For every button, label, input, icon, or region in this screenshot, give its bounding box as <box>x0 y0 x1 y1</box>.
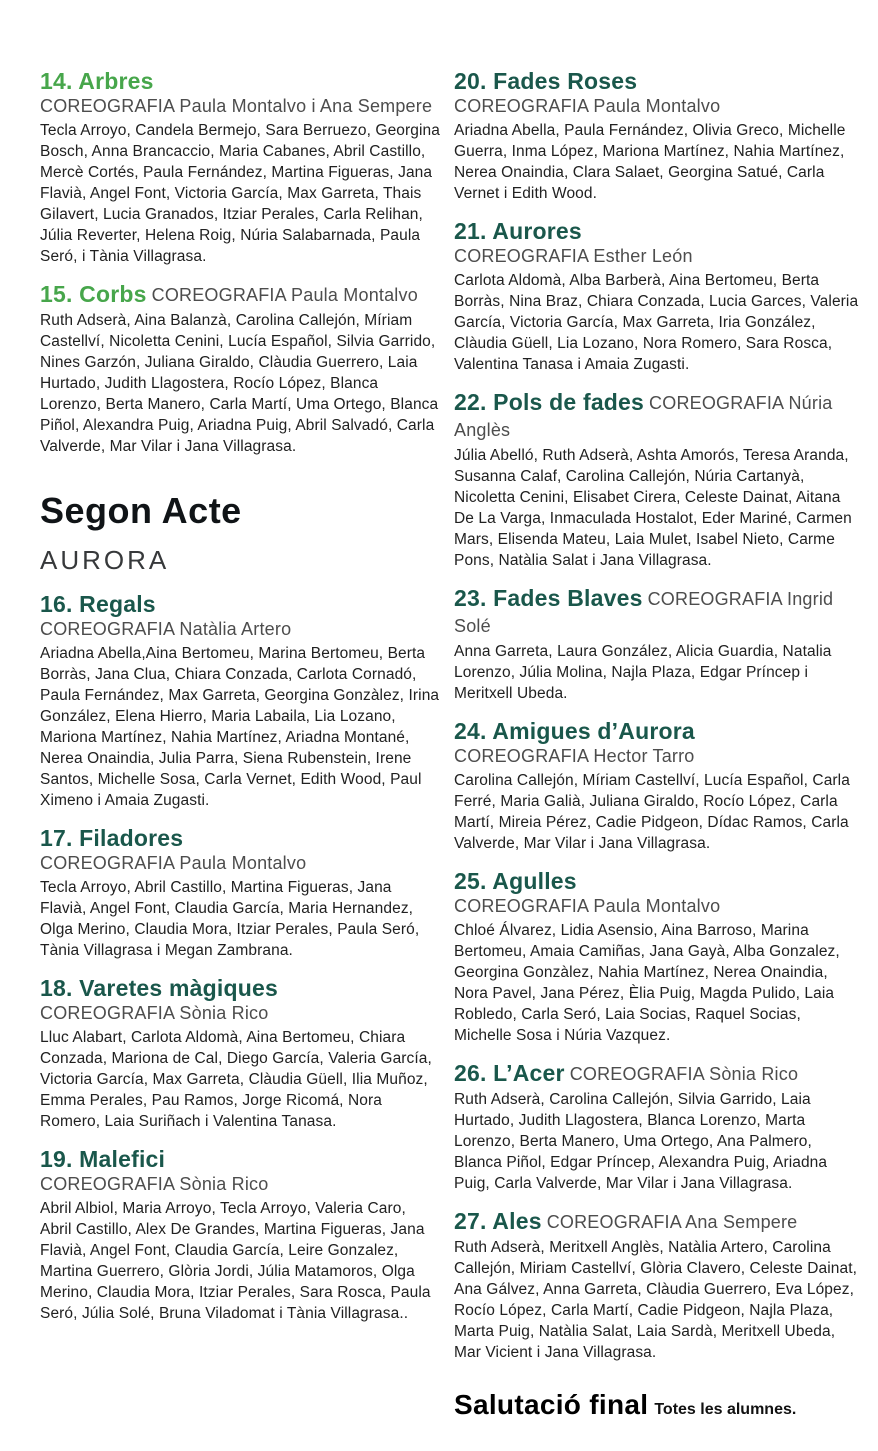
choreography-credit: COREOGRAFIA Esther León <box>454 246 693 266</box>
performer-names: Ruth Adserà, Carolina Callejón, Silvia Garrido, Laia Hurtado, Judith Llagostera, Blanca Lorenzo, Marta Lorenzo, Berta Manero, Uma Ortego, Ana Palmero, Blanca Piñol, Edgar Príncep, Alexandra Puig, Ariadna Puig, Carla Valverde, Mar Vilar i Jana Villagrasa. <box>454 1091 828 1192</box>
section-title: 26. L’Acer <box>454 1060 565 1086</box>
section-title: 22. Pols de fades <box>454 389 645 415</box>
performer-names: Ariadna Abella, Paula Fernández, Olivia Greco, Michelle Guerra, Inma López, Mariona Martínez, Nahia Martínez, Nerea Onaindia, Clara Salaet, Georgina Satué, Carla Vernet i Edith Wood. <box>454 122 846 202</box>
finale-note: Totes les alumnes. <box>654 1401 797 1418</box>
section-23-fades-blaves <box>454 585 862 704</box>
performer-names: Ruth Adserà, Meritxell Anglès, Natàlia Artero, Carolina Callejón, Miriam Castellví, Glòria Clavero, Celeste Dainat, Ana Gálvez, Anna Garreta, Clàudia Guerrero, Eva López, Rocío López, Carla Martí, Cadie Pidgeon, Najla Plaza, Marta Puig, Natàlia Salat, Laia Sardà, Meritxell Ubeda, Mar Vicient i Jana Villagrasa. <box>454 1239 858 1361</box>
section-title-row <box>454 1208 862 1235</box>
choreography-credit: COREOGRAFIA Paula Montalvo <box>151 285 418 305</box>
left-column <box>40 68 440 1421</box>
section-title: 23. Fades Blaves <box>454 585 643 611</box>
choreography-credit: COREOGRAFIA Sònia Rico <box>40 1003 269 1023</box>
section-18-varetes-magiques <box>40 975 440 1132</box>
section-title: 14. Arbres <box>40 68 154 94</box>
performer-names: Abril Albiol, Maria Arroyo, Tecla Arroyo, Valeria Caro, Abril Castillo, Alex De Grandes, Martina Figueras, Jana Flavià, Angel Font, Claudia García, Leire Gonzalez, Martina Guerrero, Glòria Jordi, Júlia Matamoros, Olga Merino, Claudia Mora, Itziar Perales, Sara Rosca, Paula Seró, Júlia Solé, Bruna Viladomat i Tània Villagrasa.. <box>40 1200 431 1322</box>
section-title: 18. Varetes màgiques <box>40 975 278 1001</box>
performer-names: Ruth Adserà, Aina Balanzà, Carolina Callejón, Míriam Castellví, Nicoletta Cenini, Lucía Español, Silvia Garrido, Nines Garzón, Juliana Giraldo, Clàudia Guerrero, Laia Hurtado, Judith Llagostera, Rocío López, Blanca Lorenzo, Berta Manero, Carla Martí, Uma Ortego, Blanca Piñol, Alexandra Puig, Ariadna Puig, Abril Salvadó, Carla Valverde, Mar Vilar i Jana Villagrasa. <box>40 312 439 455</box>
choreography-credit: COREOGRAFIA Natàlia Artero <box>40 619 292 639</box>
choreography-credit: COREOGRAFIA Sònia Rico <box>40 1174 269 1194</box>
finale-title: Salutació final <box>454 1389 649 1420</box>
section-19-malefici <box>40 1146 440 1324</box>
section-title: 16. Regals <box>40 591 156 617</box>
right-column <box>454 68 862 1421</box>
act-title: Segon Acte <box>40 490 242 531</box>
choreography-credit: COREOGRAFIA Paula Montalvo i Ana Sempere <box>40 96 433 116</box>
section-14-arbres <box>40 68 440 267</box>
choreography-credit: COREOGRAFIA Paula Montalvo <box>454 96 721 116</box>
section-title: 27. Ales <box>454 1208 542 1234</box>
choreography-credit: COREOGRAFIA Núria Anglès <box>454 393 833 440</box>
finale-row <box>454 1389 862 1421</box>
section-title: 25. Agulles <box>454 868 577 894</box>
performer-names: Lluc Alabart, Carlota Aldomà, Aina Bertomeu, Chiara Conzada, Mariona de Cal, Diego García, Valeria García, Victoria García, Max Garreta, Clàudia Güell, Ilia Muñoz, Emma Perales, Pau Ramos, Jorge Ricomá, Nora Romero, Laia Suriñach i Valentina Tanasa. <box>40 1029 432 1130</box>
performer-names: Carolina Callejón, Míriam Castellví, Lucía Español, Carla Ferré, Maria Galià, Juliana Giraldo, Rocío López, Carla Martí, Mireia Pérez, Cadie Pidgeon, Dídac Ramos, Carla Valverde, Mar Vilar i Jana Villagrasa. <box>454 772 850 852</box>
choreography-credit: COREOGRAFIA Paula Montalvo <box>454 896 721 916</box>
act-subtitle: AURORA <box>40 545 170 575</box>
performer-names: Chloé Álvarez, Lidia Asensio, Aina Barroso, Marina Bertomeu, Amaia Camiñas, Jana Gayà, Alba Gonzalez, Georgina Gonzàlez, Nahia Martínez, Nerea Onaindia, Nora Pavel, Jana Pérez, Èlia Puig, Magda Pulido, Laia Robledo, Carla Seró, Laia Socias, Raquel Socias, Michelle Sosa i Núria Vazquez. <box>454 922 840 1044</box>
choreography-credit: COREOGRAFIA Sònia Rico <box>569 1064 799 1084</box>
performer-names: Tecla Arroyo, Candela Bermejo, Sara Berruezo, Georgina Bosch, Anna Brancaccio, Maria Cabanes, Abril Castillo, Mercè Cortés, Paula Fernández, Martina Figueras, Jana Flavià, Angel Font, Victoria García, Max Garreta, Thais Gilavert, Lucia Granados, Itziar Perales, Carla Relihan, Júlia Reverter, Helena Roig, Núria Salabarnada, Paula Seró, i Tània Villagrasa. <box>40 122 440 265</box>
section-title-row <box>454 1060 862 1087</box>
choreography-credit: COREOGRAFIA Hector Tarro <box>454 746 695 766</box>
section-title: 15. Corbs <box>40 281 147 307</box>
section-22-pols-de-fades <box>454 389 862 571</box>
section-16-regals <box>40 591 440 811</box>
section-title: 19. Malefici <box>40 1146 166 1172</box>
performer-names: Anna Garreta, Laura González, Alicia Guardia, Natalia Lorenzo, Júlia Molina, Najla Plaza, Edgar Príncep i Meritxell Ubeda. <box>454 643 832 702</box>
section-20-fades-roses <box>454 68 862 204</box>
choreography-credit: COREOGRAFIA Paula Montalvo <box>40 853 307 873</box>
section-title-row <box>454 389 862 443</box>
section-title: 17. Filadores <box>40 825 184 851</box>
section-24-amigues-daurora <box>454 718 862 854</box>
section-title: 21. Aurores <box>454 218 582 244</box>
choreography-credit: COREOGRAFIA Ana Sempere <box>546 1212 798 1232</box>
section-25-agulles <box>454 868 862 1046</box>
section-title: 20. Fades Roses <box>454 68 638 94</box>
performer-names: Ariadna Abella,Aina Bertomeu, Marina Bertomeu, Berta Borràs, Jana Clua, Chiara Conzada, Carlota Cornadó, Paula Fernández, Max Garreta, Georgina Gonzàlez, Irina González, Elena Hierro, Maria Labaila, Lia Lozano, Mariona Martínez, Nahia Martínez, Ariadna Montané, Nerea Onaindia, Julia Parra, Siena Rubenstein, Irene Santos, Michelle Sosa, Carla Vernet, Edith Wood, Paul Ximeno i Amaia Zugasti. <box>40 645 440 809</box>
performer-names: Júlia Abelló, Ruth Adserà, Ashta Amorós, Teresa Aranda, Susanna Calaf, Carolina Callejón, Núria Cartanyà, Nicoletta Cenini, Elisabet Cirera, Celeste Dainat, Aitana De La Varga, Inmaculada Hostalot, Eder Mariné, Carmen Mars, Elisenda Mateu, Laia Mulet, Isabel Nieto, Carme Pons, Natàlia Salat i Jana Villagrasa. <box>454 447 852 569</box>
choreography-credit: COREOGRAFIA Ingrid Solé <box>454 589 834 636</box>
performer-names: Carlota Aldomà, Alba Barberà, Aina Bertomeu, Berta Borràs, Nina Braz, Chiara Conzada, Lucia Garces, Valeria García, Victoria García, Max Garreta, Iria González, Clàudia Güell, Lia Lozano, Nora Romero, Sara Rosca, Valentina Tanasa i Amaia Zugasti. <box>454 272 859 373</box>
section-title-row <box>40 281 440 308</box>
performer-names: Tecla Arroyo, Abril Castillo, Martina Figueras, Jana Flavià, Angel Font, Claudia García, Maria Hernandez, Olga Merino, Claudia Mora, Itziar Perales, Paula Seró, Tània Villagrasa i Megan Zambrana. <box>40 879 420 959</box>
section-26-lacer <box>454 1060 862 1194</box>
section-title-row <box>454 585 862 639</box>
section-15-corbs <box>40 281 440 457</box>
section-title: 24. Amigues d’Aurora <box>454 718 695 744</box>
section-17-filadores <box>40 825 440 961</box>
section-21-aurores <box>454 218 862 375</box>
act-header <box>40 491 440 575</box>
section-27-ales <box>454 1208 862 1363</box>
